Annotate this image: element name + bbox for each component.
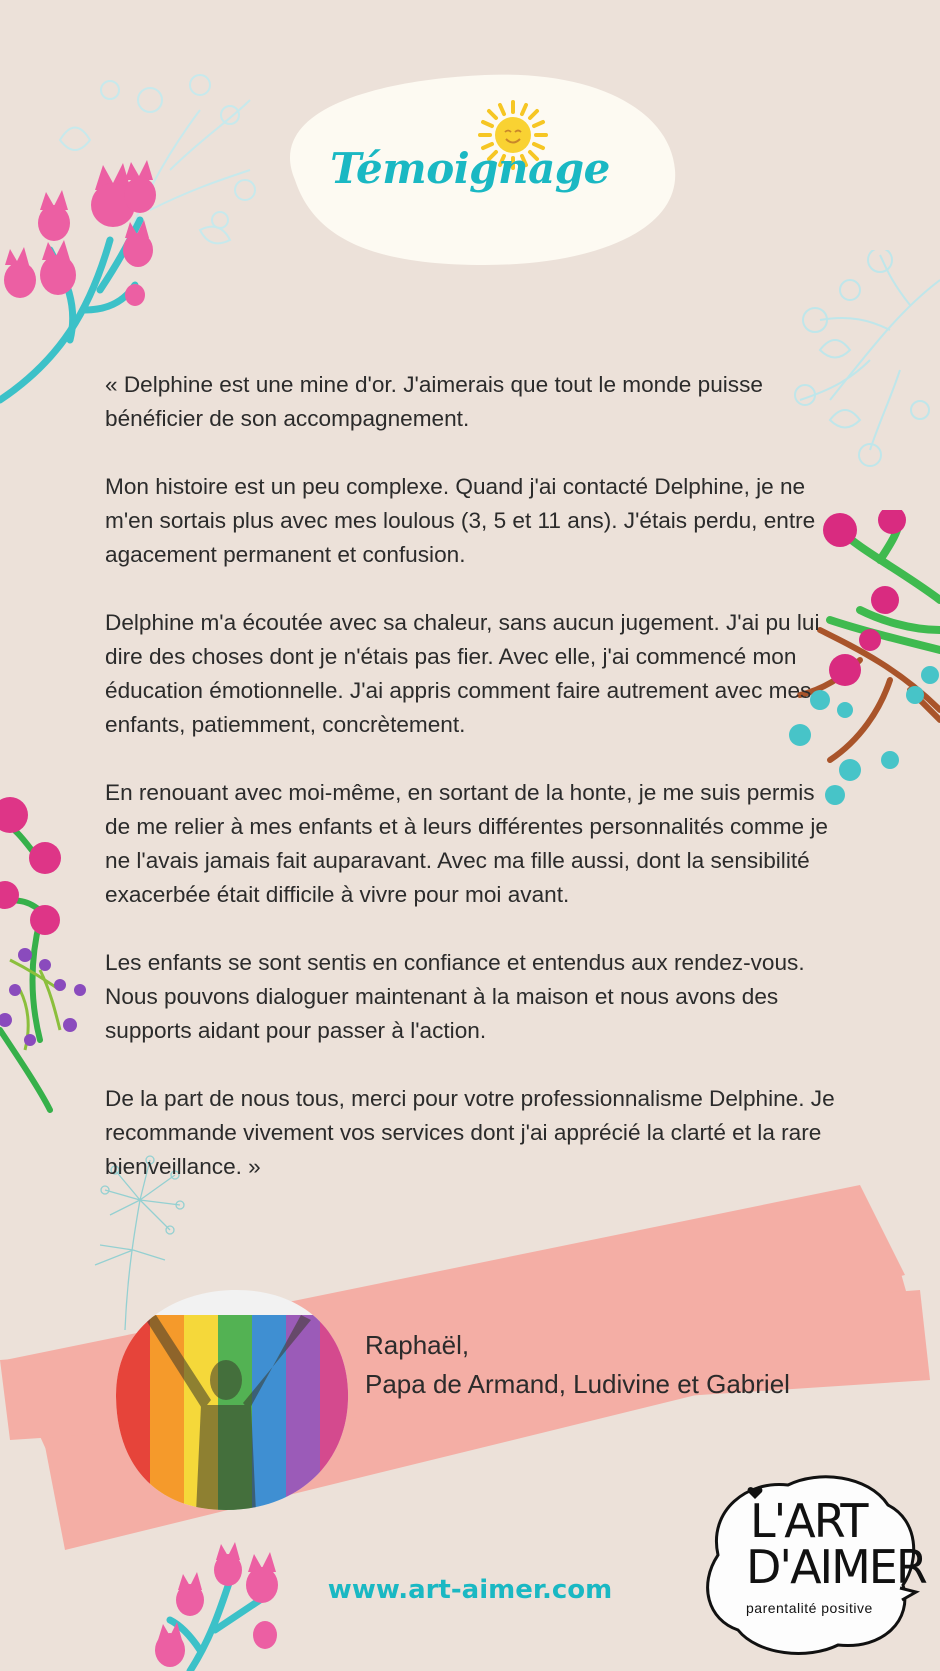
page-title: Témoignage [330,144,610,193]
logo-text-line1: L'ART [750,1494,867,1548]
testimonial-paragraph: Les enfants se sont sentis en confiance et entendus aux rendez-vous. Nous pouvons dialoguer maintenant à la maison et nous avons des supports aidant pour passer à l'action. [105,950,805,1043]
flower-decoration-left [0,790,100,1120]
logo-tagline: parentalité positive [746,1600,873,1616]
testimonial-paragraph: Delphine m'a écoutée avec sa chaleur, sans aucun jugement. J'ai pu lui dire des choses dont je n'étais pas fier. Avec elle, j'ai commencé mon éducation émotionnelle. J'ai appris comment faire autrement avec mes enfants, patiemment, concrètement. [105,610,820,737]
testimonial-text [105,368,845,1218]
testimonial-paragraph: De la part de nous tous, merci pour votre professionnalisme Delphine. Je recommande vivement vos services dont j'ai apprécié la clarté et la rare bienveillance. » [105,1086,835,1179]
testimonial-paragraph: En renouant avec moi-même, en sortant de la honte, je me suis permis de me relier à mes enfants et à leurs différentes personnalités comme je ne l'avais jamais fait auparavant. Avec ma fille aussi, dont la sensibilité exacerbée était difficile à vivre pour moi avant. [105,780,828,907]
brand-logo [688,1460,926,1660]
testimonial-paragraph: « Delphine est une mine d'or. J'aimerais que tout le monde puisse bénéficier de son accompagnement. [105,372,763,431]
testimonial-paragraph: Mon histoire est un peu complexe. Quand j'ai contacté Delphine, je ne m'en sortais plus avec mes loulous (3, 5 et 11 ans). J'étais perdu, entre agacement permanent et confusion. [105,474,816,567]
author-role: Papa de Armand, Ludivine et Gabriel [365,1369,790,1399]
website-link[interactable]: www.art-aimer.com [327,1575,613,1605]
flower-decoration-top-left [0,60,280,410]
author-photo [106,1285,350,1513]
author-name: Raphaël, [365,1330,470,1360]
flower-decoration-bottom-left [150,1540,290,1671]
logo-text-line2: D'AIMER [746,1540,926,1594]
author-signature [365,1326,790,1404]
